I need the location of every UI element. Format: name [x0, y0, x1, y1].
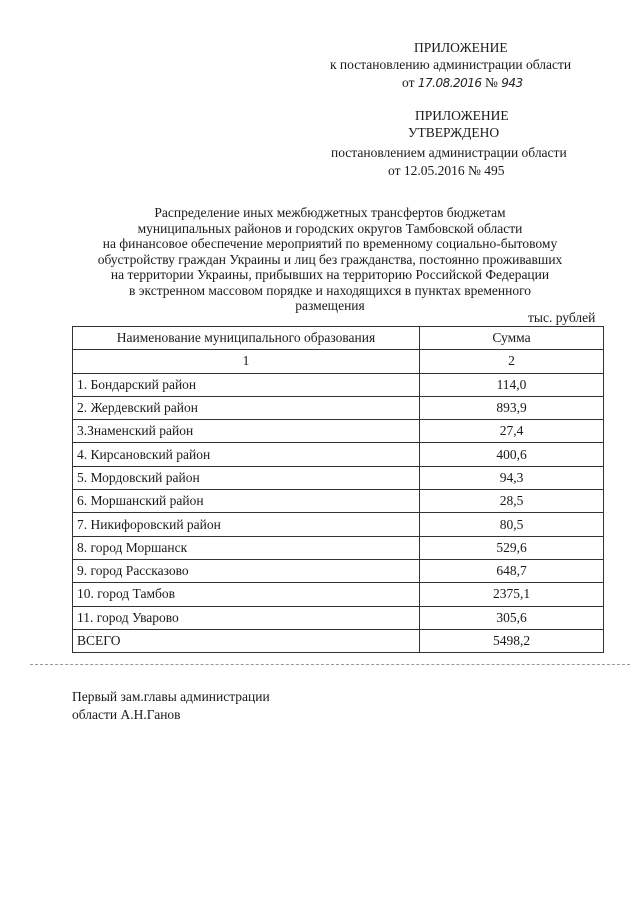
table-row — [73, 583, 604, 606]
municipality-name: 10. город Тамбов — [73, 583, 420, 606]
total-label: ВСЕГО — [73, 629, 420, 652]
table-row — [73, 373, 604, 396]
handwritten-date: 17.08.2016 — [417, 76, 482, 90]
amount-cell: 114,0 — [420, 373, 604, 396]
title-line: в экстренном массовом порядке и находящихся в пунктах временного — [128, 282, 532, 298]
document-title — [60, 205, 600, 314]
table-row — [73, 396, 604, 419]
appendix-subtitle: к постановлению администрации области — [330, 57, 572, 72]
table-row — [73, 466, 604, 489]
amount-cell: 305,6 — [420, 606, 604, 629]
approved-date-line: от 12.05.2016 № 495 — [388, 163, 505, 178]
municipality-name: 5. Мордовский район — [73, 466, 420, 489]
table-row — [73, 490, 604, 513]
title-line: размещения — [295, 298, 365, 313]
distribution-table — [72, 326, 604, 653]
amount-cell: 648,7 — [420, 559, 604, 582]
title-line: муниципальных районов и городских округов Тамбовской области — [137, 220, 523, 236]
table-row — [73, 606, 604, 629]
approved-appendix-title: ПРИЛОЖЕНИЕ — [415, 108, 509, 123]
units-label: тыс. рублей — [528, 310, 596, 325]
column-number-row — [73, 350, 604, 373]
signature-block — [72, 688, 270, 724]
amount-cell: 27,4 — [420, 420, 604, 443]
title-line: Распределение иных межбюджетных трансфертов бюджетам — [154, 205, 506, 220]
amount-cell: 80,5 — [420, 513, 604, 536]
date-prefix: от — [402, 75, 415, 90]
signatory-position: Первый зам.главы администрации — [72, 689, 270, 704]
amount-cell: 529,6 — [420, 536, 604, 559]
title-line: на территории Украины, прибывших на территорию Российской Федерации — [110, 267, 550, 282]
amount-cell: 94,3 — [420, 466, 604, 489]
municipality-name: 6. Моршанский район — [73, 490, 420, 513]
table-row — [73, 513, 604, 536]
column-number: 2 — [420, 350, 604, 373]
header-amount: Сумма — [420, 327, 604, 350]
handwritten-number: 943 — [501, 76, 523, 90]
municipality-name: 9. город Рассказово — [73, 559, 420, 582]
municipality-name: 2. Жердевский район — [73, 396, 420, 419]
number-label: № — [484, 75, 498, 90]
header-municipality: Наименование муниципального образования — [73, 327, 420, 350]
title-line: на финансовое обеспечение мероприятий по временному социально-бытовому — [102, 236, 558, 251]
municipality-name: 1. Бондарский район — [73, 373, 420, 396]
signatory-name: области А.Н.Ганов — [72, 707, 181, 722]
table-row — [73, 559, 604, 582]
amount-cell: 28,5 — [420, 490, 604, 513]
municipality-name: 8. город Моршанск — [73, 536, 420, 559]
amount-cell: 2375,1 — [420, 583, 604, 606]
scan-artifact-line — [30, 664, 630, 665]
approved-by-line: постановлением администрации области — [331, 145, 567, 160]
title-line: обустройству граждан Украины и лиц без гражданства, постоянно проживавших — [97, 251, 563, 267]
amount-cell: 893,9 — [420, 396, 604, 419]
municipality-name: 7. Никифоровский район — [73, 513, 420, 536]
table-row — [73, 536, 604, 559]
total-amount: 5498,2 — [420, 629, 604, 652]
municipality-name: 3.Знаменский район — [73, 420, 420, 443]
amount-cell: 400,6 — [420, 443, 604, 466]
appendix-title: ПРИЛОЖЕНИЕ — [414, 40, 508, 55]
appendix-date-line — [402, 75, 523, 91]
municipality-name: 4. Кирсановский район — [73, 443, 420, 466]
table-header-row — [73, 327, 604, 350]
table-row — [73, 443, 604, 466]
approved-label: УТВЕРЖДЕНО — [408, 125, 500, 140]
table-row — [73, 420, 604, 443]
table-total-row — [73, 629, 604, 652]
municipality-name: 11. город Уварово — [73, 606, 420, 629]
column-number: 1 — [73, 350, 420, 373]
